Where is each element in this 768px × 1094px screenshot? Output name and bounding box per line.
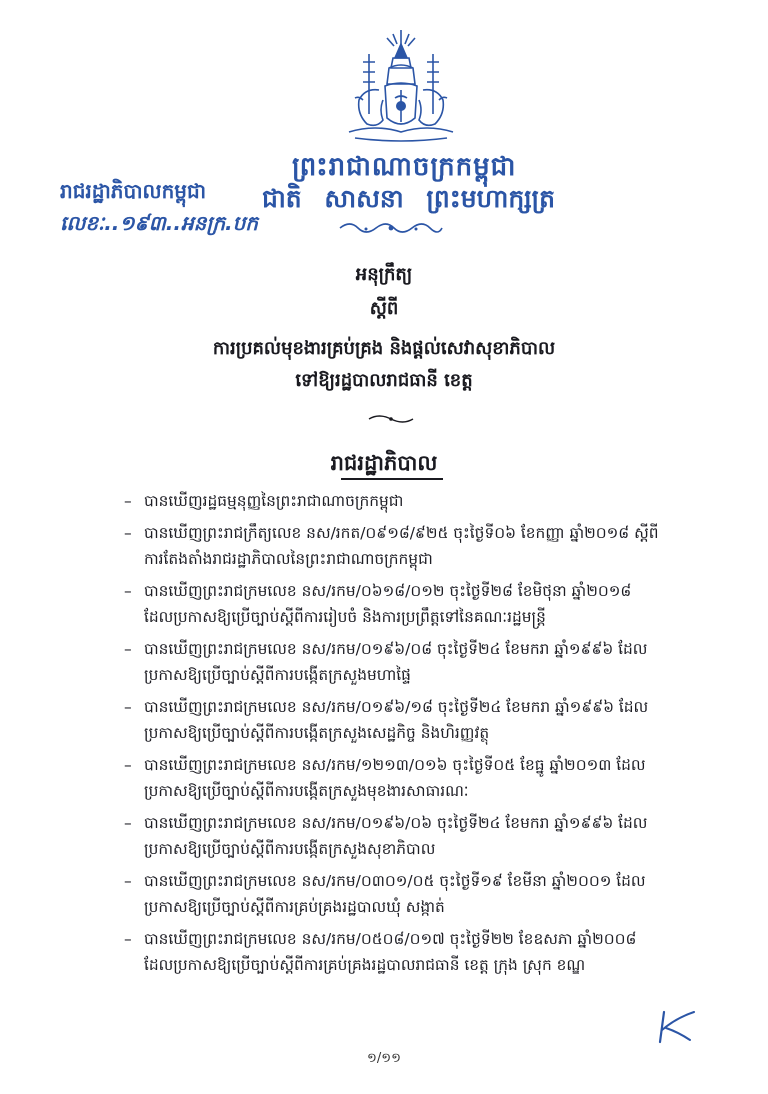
list-dash: –: [124, 524, 132, 542]
national-motto: ជាតិ សាសនា ព្រះមហាក្សត្រ: [262, 184, 555, 213]
document-type: អនុក្រឹត្យ: [355, 264, 413, 285]
list-item-line: ប្រកាសឱ្យប្រើច្បាប់ស្តីពីការបង្កើតក្រសួងមហាផ្ទៃ: [144, 666, 411, 684]
list-item-line: ដែលប្រកាសឱ្យប្រើច្បាប់ស្តីពីការគ្រប់គ្រងរដ្ឋបាលរាជធានី ខេត្ត ក្រុង ស្រុក ខណ្ឌ: [144, 956, 586, 974]
list-item: [124, 488, 724, 514]
list-item-line: បានឃើញព្រះរាជក្រឹត្យលេខ នស/រកត/០៩១៨/៩២៥ ចុះថ្ងៃទី០៦ ខែកញ្ញា ឆ្នាំ២០១៨ ស្តីពី: [144, 524, 659, 542]
page-number: ១/១១: [367, 1051, 401, 1066]
issuer-heading: រាជរដ្ឋាភិបាល: [330, 451, 438, 475]
government-label: រាជរដ្ឋាភិបាលកម្ពុជា: [60, 179, 206, 203]
list-item: [124, 810, 724, 862]
list-dash: –: [124, 814, 132, 832]
initial-signature-mark: [654, 1008, 700, 1044]
list-item-line: បានឃើញព្រះរាជក្រមលេខ នស/រកម/០៣០១/០៥ ចុះថ្ងៃទី១៩ ខែមីនា ឆ្នាំ២០០១ ដែល: [144, 872, 646, 890]
preamble-list: [124, 488, 724, 984]
list-dash: –: [124, 492, 132, 510]
list-item-line: ប្រកាសឱ្យប្រើច្បាប់ស្តីពីការបង្កើតក្រសួងមុខងារសាធារណៈ: [144, 782, 469, 800]
list-item-line: បានឃើញព្រះរាជក្រមលេខ នស/រកម/០១៩៦/០៨ ចុះថ្ងៃទី២៤ ខែមករា ឆ្នាំ១៩៩៦ ដែល: [144, 640, 648, 658]
list-item: [124, 520, 724, 572]
document-subject-line-1: ការប្រគល់មុខងារគ្រប់គ្រង និងផ្តល់សេវាសុខាភិបាល: [212, 338, 556, 359]
document-about: ស្តីពី: [369, 298, 399, 319]
document-subject-line-2: ទៅឱ្យរដ្ឋបាលរាជធានី ខេត្ត: [295, 370, 473, 391]
list-item-line: ប្រកាសឱ្យប្រើច្បាប់ស្តីពីការបង្កើតក្រសួងសុខាភិបាល: [144, 840, 436, 858]
kingdom-title: ព្រះរាជាណាចក្រកម្ពុជា: [292, 152, 517, 182]
list-item-line: បានឃើញរដ្ឋធម្មនុញ្ញនៃព្រះរាជាណាចក្រកម្ពុជា: [144, 492, 404, 510]
reference-number: លេខៈ..១៩៣..អនក្រ.បក: [60, 211, 258, 235]
list-dash: –: [124, 872, 132, 890]
list-item-line: បានឃើញព្រះរាជក្រមលេខ នស/រកម/០១៩៦/០៦ ចុះថ្ងៃទី២៤ ខែមករា ឆ្នាំ១៩៩៦ ដែល: [144, 814, 648, 832]
list-item-line: បានឃើញព្រះរាជក្រមលេខ នស/រកម/០៥០៨/០១៧ ចុះថ្ងៃទី២២ ខែឧសភា ឆ្នាំ២០០៨: [144, 930, 637, 948]
royal-coat-of-arms-emblem: [335, 28, 467, 148]
list-item-line: បានឃើញព្រះរាជក្រមលេខ នស/រកម/១២១៣/០១៦ ចុះថ្ងៃទី០៥ ខែធ្នូ ឆ្នាំ២០១៣ ដែល: [144, 756, 646, 774]
list-item: [124, 694, 724, 746]
header-ornament-divider: [336, 220, 446, 236]
title-ornament-divider: [367, 412, 415, 426]
list-dash: –: [124, 640, 132, 658]
issuer-underline: [341, 478, 443, 480]
list-item-line: ដែលប្រកាសឱ្យប្រើច្បាប់ស្តីពីការរៀបចំ និងការប្រព្រឹត្តទៅនៃគណៈរដ្ឋមន្ត្រី: [144, 608, 546, 626]
list-item-line: ប្រកាសឱ្យប្រើច្បាប់ស្តីពីការបង្កើតក្រសួងសេដ្ឋកិច្ច និងហិរញ្ញវត្ថុ: [144, 724, 490, 742]
list-item: [124, 926, 724, 978]
list-item-line: បានឃើញព្រះរាជក្រមលេខ នស/រកម/០១៩៦/១៨ ចុះថ្ងៃទី២៤ ខែមករា ឆ្នាំ១៩៩៦ ដែល: [144, 698, 649, 716]
list-dash: –: [124, 756, 132, 774]
list-dash: –: [124, 582, 132, 600]
list-item: [124, 578, 724, 630]
list-dash: –: [124, 698, 132, 716]
list-item: [124, 868, 724, 920]
list-item-line: ប្រកាសឱ្យប្រើច្បាប់ស្តីពីការគ្រប់គ្រងរដ្ឋបាលឃុំ សង្កាត់: [144, 898, 445, 916]
list-item: [124, 752, 724, 804]
list-dash: –: [124, 930, 132, 948]
list-item-line: បានឃើញព្រះរាជក្រមលេខ នស/រកម/០៦១៨/០១២ ចុះថ្ងៃទី២៨ ខែមិថុនា ឆ្នាំ២០១៨: [144, 582, 632, 600]
list-item: [124, 636, 724, 688]
list-item-line: ការតែងតាំងរាជរដ្ឋាភិបាលនៃព្រះរាជាណាចក្រកម្ពុជា: [144, 550, 433, 568]
